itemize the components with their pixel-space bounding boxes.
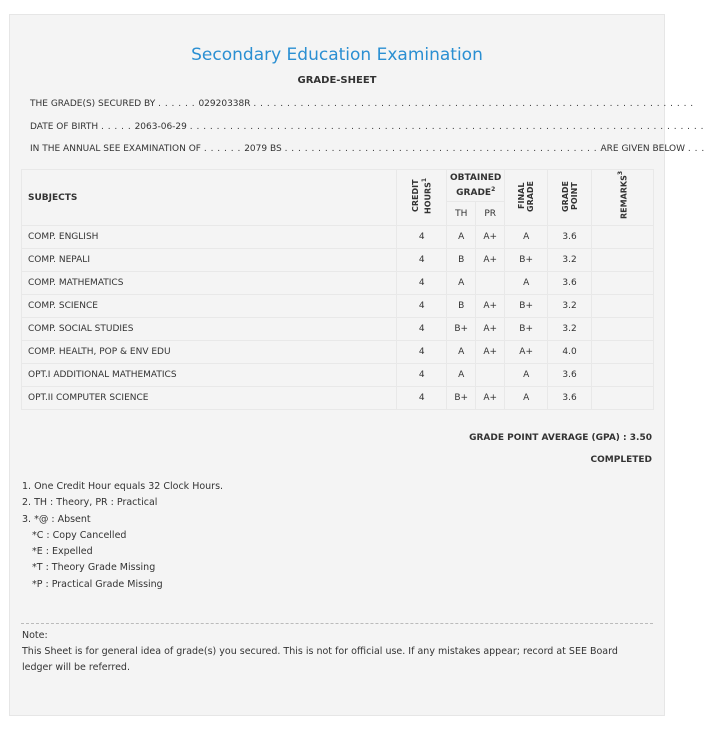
- pr-grade-cell: [476, 364, 505, 387]
- grade-point-cell: 3.6: [548, 226, 592, 249]
- note-item: 2. TH : Theory, PR : Practical: [22, 497, 158, 509]
- remarks-cell: [592, 318, 654, 341]
- final-grade-cell: A: [505, 364, 548, 387]
- credit-cell: 4: [397, 249, 447, 272]
- subject-cell: COMP. HEALTH, POP & ENV EDU: [22, 341, 397, 364]
- exam-year: 2079 BS: [244, 144, 282, 154]
- symbol-number: 02920338R: [198, 99, 251, 109]
- credit-cell: 4: [397, 226, 447, 249]
- credit-cell: 4: [397, 295, 447, 318]
- final-grade-cell: A+: [505, 341, 548, 364]
- exam-label: IN THE ANNUAL SEE EXAMINATION OF: [30, 144, 201, 154]
- grade-point-cell: 3.6: [548, 387, 592, 410]
- pr-header: PR: [476, 202, 505, 226]
- th-grade-cell: A: [447, 272, 476, 295]
- subject-cell: COMP. SCIENCE: [22, 295, 397, 318]
- subject-cell: COMP. MATHEMATICS: [22, 272, 397, 295]
- th-grade-cell: A: [447, 226, 476, 249]
- secured-by-label: THE GRADE(S) SECURED BY: [30, 99, 156, 109]
- subjects-header: SUBJECTS: [22, 170, 397, 226]
- pr-grade-cell: A+: [476, 226, 505, 249]
- grades-table: [21, 169, 654, 410]
- note-item: *P : Practical Grade Missing: [32, 578, 163, 590]
- table-row: [22, 226, 654, 249]
- remarks-header: REMARKS$^3$: [592, 170, 654, 226]
- table-row: [22, 364, 654, 387]
- final-grade-cell: A: [505, 226, 548, 249]
- final-grade-cell: B+: [505, 318, 548, 341]
- page-subtitle: GRADE-SHEET: [297, 75, 377, 86]
- final-grade-cell: B+: [505, 295, 548, 318]
- grade-point-cell: 3.2: [548, 295, 592, 318]
- subject-cell: COMP. NEPALI: [22, 249, 397, 272]
- th-grade-cell: A: [447, 364, 476, 387]
- credit-cell: 4: [397, 272, 447, 295]
- note-item: 1. One Credit Hour equals 32 Clock Hours.: [22, 481, 224, 492]
- remarks-cell: [592, 295, 654, 318]
- note-item: *C : Copy Cancelled: [32, 529, 127, 541]
- pr-grade-cell: A+: [476, 249, 505, 272]
- final-grade-header: FINAL GRADE: [505, 170, 548, 226]
- subject-cell: COMP. SOCIAL STUDIES: [22, 318, 397, 341]
- th-grade-cell: B: [447, 249, 476, 272]
- dob-line: DATE OF BIRTH . . . . . 2063-06-29 . . . . . . . . . . . . . . . . . . . . . . . . . . . . . . . . . . . . . . . . . . . . . . . . . . . . . . . . . . . . . . . . . . . . . . . . . . . . .: [30, 122, 704, 132]
- pr-grade-cell: A+: [476, 295, 505, 318]
- dob-value: 2063-06-29: [134, 122, 187, 132]
- th-grade-cell: A: [447, 341, 476, 364]
- notes-list: [22, 479, 223, 593]
- grade-point-cell: 3.6: [548, 364, 592, 387]
- table-row: [22, 249, 654, 272]
- final-grade-cell: A: [505, 387, 548, 410]
- note-item: 3. *@ : Absent: [22, 513, 91, 525]
- remarks-cell: [592, 341, 654, 364]
- final-grade-cell: B+: [505, 249, 548, 272]
- subject-cell: OPT.I ADDITIONAL MATHEMATICS: [22, 364, 397, 387]
- divider: [21, 623, 653, 624]
- note-item: *E : Expelled: [32, 546, 93, 558]
- disclaimer: [22, 628, 632, 676]
- table-row: [22, 341, 654, 364]
- exam-line: IN THE ANNUAL SEE EXAMINATION OF . . . . . . 2079 BS . . . . . . . . . . . . . . . . . . . . . . . . . . . . . . . . . . . . . . . . . . . . . . . ARE GIVEN BELOW . . .: [30, 144, 705, 154]
- grade-point-cell: 3.6: [548, 272, 592, 295]
- pr-grade-cell: A+: [476, 318, 505, 341]
- note-label: Note:: [22, 630, 48, 641]
- grade-point-cell: 3.2: [548, 249, 592, 272]
- th-header: TH: [447, 202, 476, 226]
- credit-cell: 4: [397, 364, 447, 387]
- gpa-value: 3.50: [629, 433, 652, 443]
- credit-hours-header: CREDIT HOURS$^1$: [397, 170, 447, 226]
- final-grade-cell: A: [505, 272, 548, 295]
- note-item: *T : Theory Grade Missing: [32, 562, 156, 574]
- pr-grade-cell: [476, 272, 505, 295]
- obtained-grade-header: OBTAINED GRADE$^2$: [447, 170, 505, 202]
- status-text: COMPLETED: [590, 455, 652, 465]
- credit-cell: 4: [397, 318, 447, 341]
- credit-cell: 4: [397, 387, 447, 410]
- remarks-cell: [592, 226, 654, 249]
- table-row: [22, 318, 654, 341]
- gpa-label: GRADE POINT AVERAGE (GPA) :: [469, 433, 627, 443]
- th-grade-cell: B: [447, 295, 476, 318]
- th-grade-cell: B+: [447, 387, 476, 410]
- note-text: This Sheet is for general idea of grade(s) you secured. This is not for official use. If any mistakes appear; record at SEE Board ledger will be referred.: [22, 646, 618, 673]
- grades-body: [22, 226, 654, 410]
- th-grade-cell: B+: [447, 318, 476, 341]
- remarks-cell: [592, 364, 654, 387]
- secured-by-line: THE GRADE(S) SECURED BY . . . . . . 02920338R . . . . . . . . . . . . . . . . . . . . . . . . . . . . . . . . . . . . . . . . . . . . . . . . . . . . . . . . . . . . . . . . . .: [30, 99, 694, 109]
- given-below-label: ARE GIVEN BELOW: [600, 144, 686, 154]
- dob-label: DATE OF BIRTH: [30, 122, 99, 132]
- subject-cell: COMP. ENGLISH: [22, 226, 397, 249]
- pr-grade-cell: A+: [476, 341, 505, 364]
- grade-point-cell: 4.0: [548, 341, 592, 364]
- grade-point-cell: 3.2: [548, 318, 592, 341]
- table-row: [22, 272, 654, 295]
- remarks-cell: [592, 249, 654, 272]
- table-row: [22, 295, 654, 318]
- grade-sheet: [9, 14, 705, 716]
- pr-grade-cell: A+: [476, 387, 505, 410]
- remarks-cell: [592, 272, 654, 295]
- table-row: [22, 387, 654, 410]
- page-title: Secondary Education Examination: [191, 45, 483, 65]
- grade-point-header: GRADE POINT: [548, 170, 592, 226]
- credit-cell: 4: [397, 341, 447, 364]
- remarks-cell: [592, 387, 654, 410]
- subject-cell: OPT.II COMPUTER SCIENCE: [22, 387, 397, 410]
- gpa-line: [469, 433, 652, 443]
